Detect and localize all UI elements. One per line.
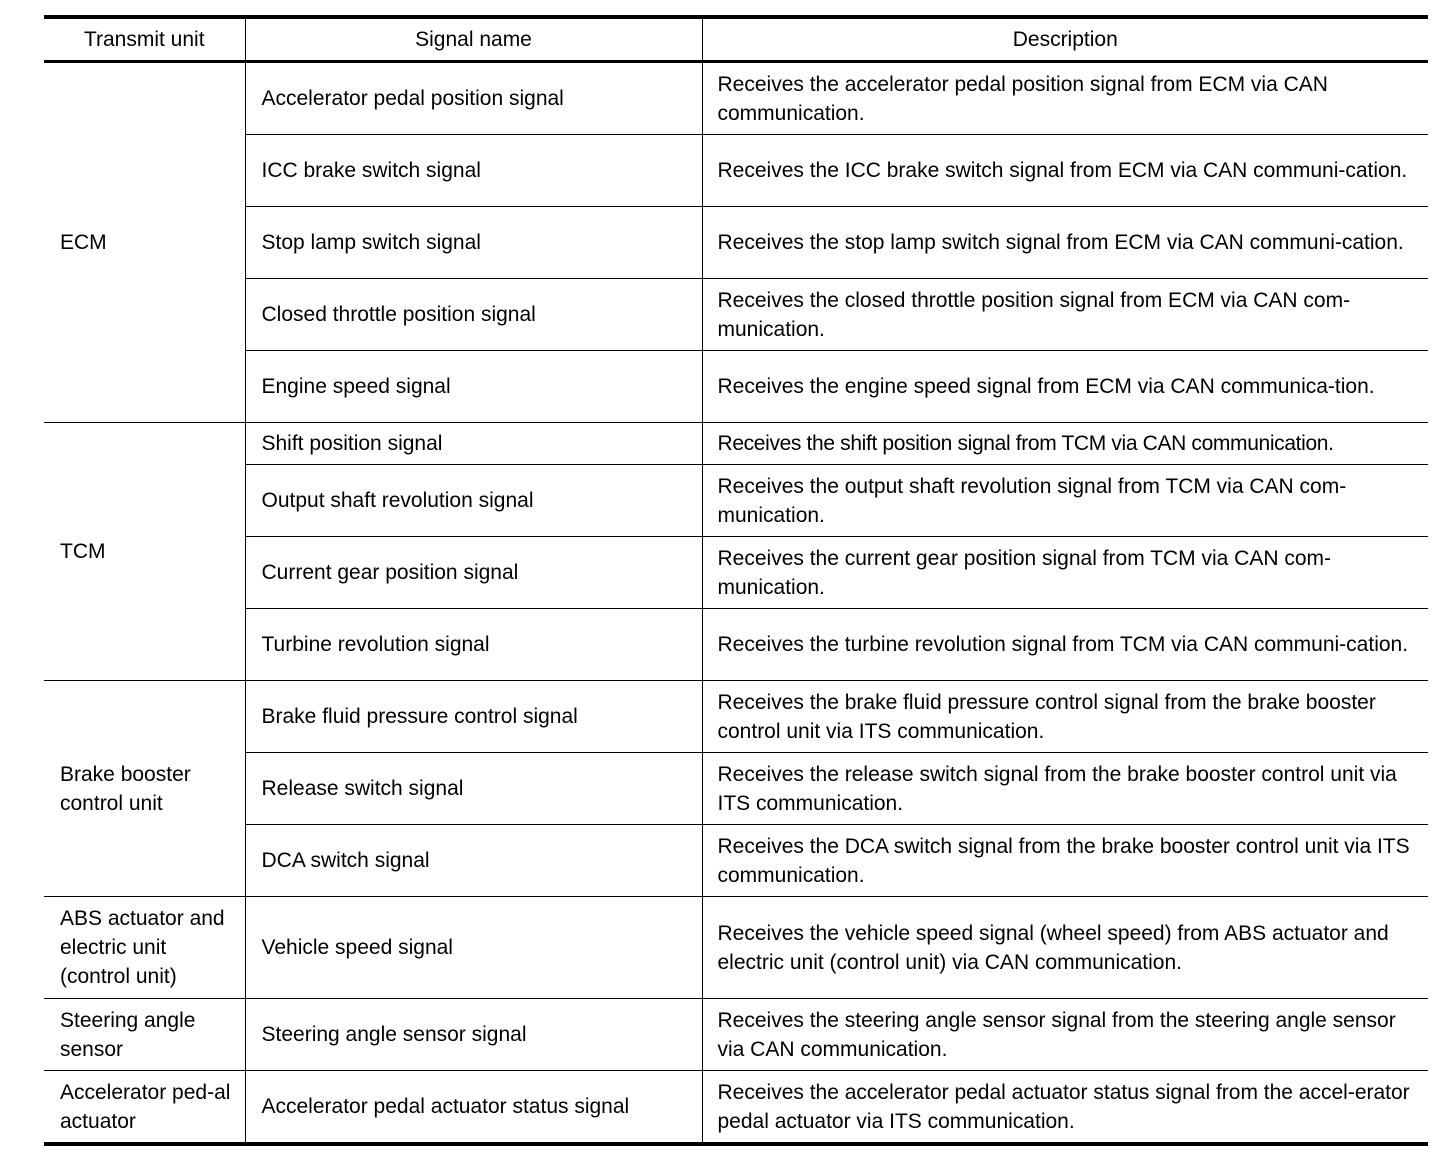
description-cell: Receives the steering angle sensor signal from the steering angle sensor via CAN communication. xyxy=(702,999,1428,1071)
signal-cell: Current gear position signal xyxy=(245,537,702,609)
description-cell: Receives the brake fluid pressure control signal from the brake booster control unit via ITS communication. xyxy=(702,681,1428,753)
table-row xyxy=(44,825,1428,897)
table-row xyxy=(44,1071,1428,1145)
description-cell: Receives the DCA switch signal from the brake booster control unit via ITS communication. xyxy=(702,825,1428,897)
description-cell: Receives the current gear position signal from TCM via CAN com-munication. xyxy=(702,537,1428,609)
table-row xyxy=(44,351,1428,423)
unit-cell-tcm: TCM xyxy=(44,423,245,681)
signal-cell: Steering angle sensor signal xyxy=(245,999,702,1071)
header-row xyxy=(44,17,1428,62)
table-row xyxy=(44,999,1428,1071)
table-row xyxy=(44,135,1428,207)
table-header xyxy=(44,17,1428,62)
table-row xyxy=(44,423,1428,465)
table-body xyxy=(44,62,1428,1145)
table-row xyxy=(44,537,1428,609)
unit-cell-steering-angle-sensor: Steering angle sensor xyxy=(44,999,245,1071)
signal-table-container xyxy=(44,15,1428,1146)
signal-cell: ICC brake switch signal xyxy=(245,135,702,207)
table-row xyxy=(44,62,1428,135)
table-row xyxy=(44,897,1428,999)
header-description: Description xyxy=(702,17,1428,62)
description-cell: Receives the closed throttle position signal from ECM via CAN com-munication. xyxy=(702,279,1428,351)
unit-cell-brake-booster: Brake booster control unit xyxy=(44,681,245,897)
signal-cell: Shift position signal xyxy=(245,423,702,465)
description-cell: Receives the accelerator pedal actuator status signal from the accel-erator pedal actuator via ITS communication. xyxy=(702,1071,1428,1145)
table-row xyxy=(44,279,1428,351)
unit-cell-ecm: ECM xyxy=(44,62,245,423)
unit-cell-abs-actuator: ABS actuator and electric unit (control unit) xyxy=(44,897,245,999)
signal-cell: DCA switch signal xyxy=(245,825,702,897)
signal-cell: Closed throttle position signal xyxy=(245,279,702,351)
description-cell: Receives the turbine revolution signal from TCM via CAN communi-cation. xyxy=(702,609,1428,681)
table-row xyxy=(44,753,1428,825)
description-cell: Receives the accelerator pedal position signal from ECM via CAN communication. xyxy=(702,62,1428,135)
description-cell: Receives the release switch signal from the brake booster control unit via ITS communication. xyxy=(702,753,1428,825)
description-cell: Receives the vehicle speed signal (wheel speed) from ABS actuator and electric unit (control unit) via CAN communication. xyxy=(702,897,1428,999)
signal-cell: Release switch signal xyxy=(245,753,702,825)
signal-cell: Engine speed signal xyxy=(245,351,702,423)
signal-table xyxy=(44,15,1428,1146)
description-cell: Receives the ICC brake switch signal from ECM via CAN communi-cation. xyxy=(702,135,1428,207)
signal-cell: Accelerator pedal actuator status signal xyxy=(245,1071,702,1145)
unit-cell-accelerator-pedal-actuator: Accelerator ped-al actuator xyxy=(44,1071,245,1145)
description-cell: Receives the stop lamp switch signal from ECM via CAN communi-cation. xyxy=(702,207,1428,279)
table-row xyxy=(44,681,1428,753)
signal-cell: Brake fluid pressure control signal xyxy=(245,681,702,753)
header-signal-name: Signal name xyxy=(245,17,702,62)
description-cell: Receives the engine speed signal from ECM via CAN communica-tion. xyxy=(702,351,1428,423)
header-transmit-unit: Transmit unit xyxy=(44,17,245,62)
description-cell: Receives the output shaft revolution signal from TCM via CAN com-munication. xyxy=(702,465,1428,537)
signal-cell: Accelerator pedal position signal xyxy=(245,62,702,135)
table-row xyxy=(44,609,1428,681)
description-cell: Receives the shift position signal from TCM via CAN communication. xyxy=(702,423,1428,465)
table-row xyxy=(44,465,1428,537)
signal-cell: Output shaft revolution signal xyxy=(245,465,702,537)
signal-cell: Vehicle speed signal xyxy=(245,897,702,999)
table-row xyxy=(44,207,1428,279)
signal-cell: Turbine revolution signal xyxy=(245,609,702,681)
signal-cell: Stop lamp switch signal xyxy=(245,207,702,279)
